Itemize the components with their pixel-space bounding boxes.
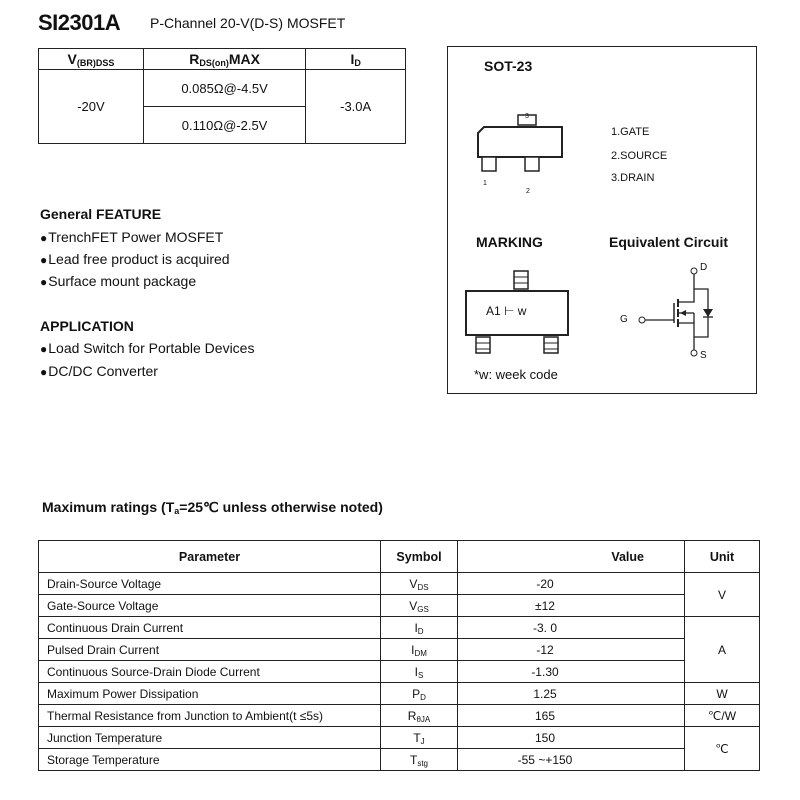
id-value: -3.0A <box>306 70 406 144</box>
pin-drain: 3.DRAIN <box>611 172 655 184</box>
gate-label: G <box>620 314 628 325</box>
mosfet-symbol-icon <box>632 265 722 365</box>
param-cell: Maximum Power Dissipation <box>39 683 381 705</box>
table-row <box>39 705 760 727</box>
rds-value-1: 0.085Ω@-4.5V <box>143 70 305 107</box>
feature-item: ● TrenchFET Power MOSFET <box>40 229 223 245</box>
key-spec-table <box>38 48 406 144</box>
param-cell: Continuous Source-Drain Diode Current <box>39 661 381 683</box>
col-header: Symbol <box>381 541 458 573</box>
marking-text: A1 ⊢ w <box>486 304 527 318</box>
symbol-cell: VDS <box>381 573 458 595</box>
package-box <box>447 46 757 394</box>
part-number: SI2301A <box>38 10 121 35</box>
table-row <box>39 727 760 749</box>
value-cell: 150 <box>458 727 685 749</box>
part-description: P-Channel 20-V(D-S) MOSFET <box>150 15 346 31</box>
pin-gate: 1.GATE <box>611 126 650 138</box>
application-title: APPLICATION <box>40 318 134 334</box>
col-header: Unit <box>685 541 760 573</box>
id-header: $I_D$ <box>306 49 406 70</box>
symbol-cell: VGS <box>381 595 458 617</box>
table-row <box>39 573 760 595</box>
value-cell: 165 <box>458 705 685 727</box>
source-label: S <box>700 350 707 361</box>
vbr-value: -20V <box>39 70 144 144</box>
param-cell: Drain-Source Voltage <box>39 573 381 595</box>
unit-cell: ℃ <box>685 727 760 771</box>
unit-cell: W <box>685 683 760 705</box>
week-code-note: *w: week code <box>474 367 558 382</box>
param-cell: Pulsed Drain Current <box>39 639 381 661</box>
application-item: ● Load Switch for Portable Devices <box>40 340 254 356</box>
rds-header: $R_{DS(on)}MAX$ <box>143 49 305 70</box>
unit-cell: A <box>685 617 760 683</box>
package-name: SOT-23 <box>484 58 533 74</box>
value-cell: -3. 0 <box>458 617 685 639</box>
param-cell: Junction Temperature <box>39 727 381 749</box>
value-cell: 1.25 <box>458 683 685 705</box>
table-row <box>39 661 760 683</box>
ratings-title: Maximum ratings ($T_a=25℃$ unless otherwise noted) <box>42 499 383 516</box>
table-row <box>39 639 760 661</box>
marking-title: MARKING <box>476 234 543 250</box>
rds-value-2: 0.110Ω@-2.5V <box>143 107 305 144</box>
value-cell: -1.30 <box>458 661 685 683</box>
param-cell: Continuous Drain Current <box>39 617 381 639</box>
pin-label: 1 <box>483 180 487 187</box>
symbol-cell: IS <box>381 661 458 683</box>
table-row <box>39 683 760 705</box>
param-cell: Storage Temperature <box>39 749 381 771</box>
feature-title: General FEATURE <box>40 206 162 222</box>
param-cell: Thermal Resistance from Junction to Ambient(t ≤5s) <box>39 705 381 727</box>
col-header: Value <box>458 541 685 573</box>
value-cell: -55 ~+150 <box>458 749 685 771</box>
drain-label: D <box>700 262 708 273</box>
unit-cell: ℃/W <box>685 705 760 727</box>
symbol-cell: ID <box>381 617 458 639</box>
pin-label: 3 <box>525 113 529 120</box>
value-cell: ±12 <box>458 595 685 617</box>
application-item: ● DC/DC Converter <box>40 363 158 379</box>
value-cell: -12 <box>458 639 685 661</box>
param-cell: Gate-Source Voltage <box>39 595 381 617</box>
feature-item: ● Surface mount package <box>40 273 196 289</box>
sot23-drawing-icon <box>458 107 588 197</box>
pin-source: 2.SOURCE <box>611 150 668 162</box>
symbol-cell: Tstg <box>381 749 458 771</box>
feature-item: ● Lead free product is acquired <box>40 251 230 267</box>
pin-label: 2 <box>526 188 530 195</box>
ratings-table <box>38 540 760 771</box>
table-header-row <box>39 541 760 573</box>
symbol-cell: PD <box>381 683 458 705</box>
symbol-cell: TJ <box>381 727 458 749</box>
table-row <box>39 749 760 771</box>
symbol-cell: RθJA <box>381 705 458 727</box>
symbol-cell: IDM <box>381 639 458 661</box>
value-cell: -20 <box>458 573 685 595</box>
circuit-title: Equivalent Circuit <box>609 234 729 250</box>
col-header: Parameter <box>39 541 381 573</box>
vbr-header: $V_{(BR)DSS}$ <box>39 49 144 70</box>
unit-cell: V <box>685 573 760 617</box>
table-row <box>39 595 760 617</box>
table-row <box>39 617 760 639</box>
